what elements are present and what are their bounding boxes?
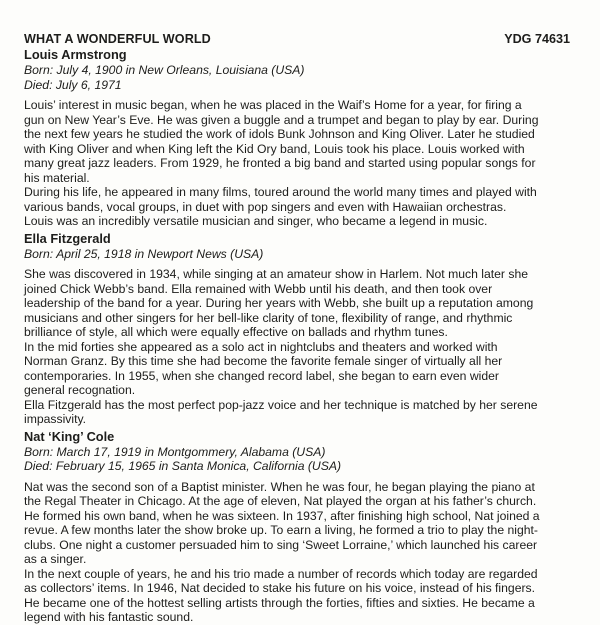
biography — [24, 267, 540, 427]
bio-paragraph: In the mid forties she appeared as a solo act in nightclubs and theaters and worked with Norman Granz. By this time she had become the favorite female singer of virtually all her contemporaries. In 1955, when she changed record label, she began to earn even wider general recognation. — [24, 339, 503, 397]
bio-paragraph: In the next couple of years, he and his trio made a number of records which today are regarded as collectors’ items. In 1946, Nat decided to stake his future on his voice, instead of his fingers. He became one of the hottest selling artists through the forties, fifties and sixties. He became a legend with his fantastic sound. — [24, 566, 538, 624]
artist-name: Ella Fitzgerald — [24, 230, 111, 246]
born-line: Born: April 25, 1918 in Newport News (USA) — [24, 246, 264, 261]
bio-paragraph: Nat was the second son of a Baptist minister. When he was four, he began playing the piano at the Regal Theater in Chicago. At the age of eleven, Nat played the organ at his father’s church. He formed his own band, when he was sixteen. In 1937, after finishing high school, Nat joined a revue. A few months later the show broke up. To earn a living, he formed a trio to play the night-clubs. One night a customer persuaded him to sing ‘Sweet Lorraine,’ which launched his career as a singer. — [24, 479, 540, 566]
died-line: Died: July 6, 1971 — [24, 77, 122, 92]
artist-section-armstrong — [24, 47, 540, 229]
bio-paragraph: Ella Fitzgerald has the most perfect pop-jazz voice and her technique is matched by her serene impassivity. — [24, 397, 538, 426]
header — [24, 32, 540, 46]
biography — [24, 480, 540, 625]
died-line: Died: February 15, 1965 in Santa Monica, California (USA) — [24, 459, 342, 473]
born-line: Born: March 17, 1919 in Montgommery, Alabama (USA) — [24, 444, 326, 459]
bio-paragraph: She was discovered in 1934, while singing at an amateur show in Harlem. Not much later she joined Chick Webb’s band. Ella remained with Webb until his death, and then took over leadership of the band for a year. During her years with Webb, she built up a reputation among musicians and other singers for her bell-like clarity of tone, flexibility of range, and rhythmic brilliance of style, all which were equally effective on ballads and rhythm tunes. — [24, 267, 534, 339]
catalog-number: YDG 74631 — [504, 32, 570, 46]
bio-paragraph: Louis was an incredibly versatile musician and singer, who became a legend in music. — [24, 214, 488, 228]
artist-section-cole — [24, 429, 540, 625]
born-line: Born: July 4, 1900 in New Orleans, Louisiana (USA) — [24, 63, 305, 77]
artist-section-fitzgerald — [24, 231, 540, 427]
artist-name: Nat ‘King’ Cole — [24, 428, 115, 444]
biography — [24, 98, 540, 229]
artist-name: Louis Armstrong — [24, 47, 127, 62]
bio-paragraph: During his life, he appeared in many films, toured around the world many times and played with various bands, vocal groups, in duet with pop singers and even with Hawaiian orchestras. — [24, 185, 537, 214]
bio-paragraph: Louis’ interest in music began, when he was placed in the Waif’s Home for a year, for firing a gun on New Year’s Eve. He was given a buggle and a trumpet and began to play by ear. During the next few years he studied the work of idols Bunk Johnson and King Oliver. Later he studied with King Oliver and when King left the Kid Ory band, Louis took his place. Louis worked with many great jazz leaders. From 1929, he fronted a big band and started using popular songs for his material. — [24, 98, 539, 185]
album-title: WHAT A WONDERFUL WORLD — [24, 32, 211, 46]
